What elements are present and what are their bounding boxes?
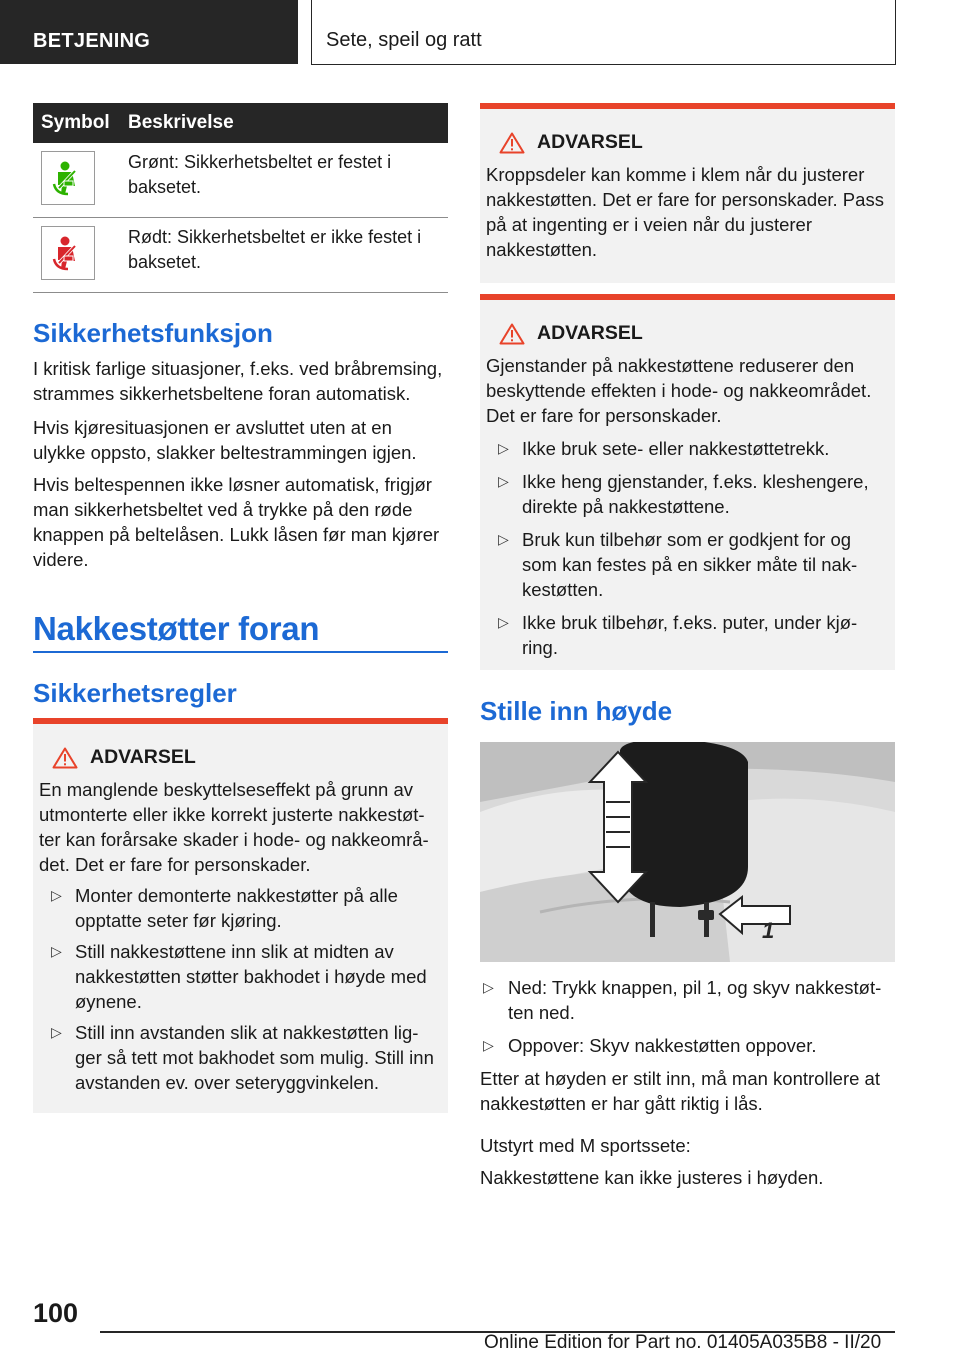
adjust-height-heading: Stille inn høyde xyxy=(480,696,673,726)
page-number: 100 xyxy=(33,1298,79,1328)
list-item: ▷ Still nakkestøttene inn slik at midten av nakkestøtten støtter bakhodet i høyde med øynene. xyxy=(51,941,427,1012)
warning-title: ADVARSEL xyxy=(39,746,438,769)
list-item: ▷ Ikke bruk sete- eller nakkestøttetrekk. xyxy=(498,438,830,459)
seatbelt-red-icon xyxy=(41,226,95,280)
section-heading: Nakkestøtter foran xyxy=(33,610,320,647)
table-row xyxy=(33,143,448,218)
list-item: ▷ Bruk kun tilbehør som er godkjent for og som kan festes på en sikker måte til nak-kestøtten. xyxy=(498,529,858,600)
warning-text: En manglende beskyttelseseffekt på grunn av utmonterte eller ikke korrekt justerte nakkestøt-ter kan forårsake skader i hode- og nakkeområ-det. Det er fare for personskader. xyxy=(39,779,429,875)
warning-bullet-list xyxy=(39,883,438,1095)
table-header xyxy=(33,103,448,143)
section-tab xyxy=(0,0,298,64)
warning-title: ADVARSEL xyxy=(486,131,885,154)
adjust-height-paragraph-1: Etter at høyden er stilt inn, må man kontrollere at nakkestøtten er har gått riktig i lås. xyxy=(480,1068,880,1114)
section-title: BETJENING xyxy=(33,30,151,52)
adjust-height-paragraph-2: Utstyrt med M sportssete: xyxy=(480,1135,691,1156)
warning-text: Gjenstander på nakkestøttene reduserer den beskyttende effekten i hode- og nakkeområdet. Det er fare for personskader. xyxy=(486,355,872,426)
list-item: ▷ Monter demonterte nakkestøtter på alle opptatte seter før kjøring. xyxy=(51,885,398,931)
table-cell-description: Rødt: Sikkerhetsbeltet er ikke festet i baksetet. xyxy=(128,227,422,272)
seatbelt-green-icon xyxy=(41,151,95,205)
adjust-steps-list xyxy=(480,975,900,1058)
list-item: ▷ Still inn avstanden slik at nakkestøtten lig-ger så tett mot bakhodet som mulig. Still inn avstanden ev. over seteryggvinkelen. xyxy=(51,1022,434,1093)
table-row xyxy=(33,218,448,293)
edition-footer: Online Edition for Part no. 01405A035B8 - II/20 xyxy=(484,1332,882,1353)
headrest-illustration xyxy=(480,742,895,962)
warning-text: Kroppsdeler kan komme i klem når du justerer nakkestøtten. Det er fare for personskader. Pass på at ingenting er i veien når du justerer nakkestøtten. xyxy=(486,164,884,260)
warning-icon xyxy=(52,747,78,769)
warning-box xyxy=(480,103,895,283)
safety-function-heading: Sikkerhetsfunksjon xyxy=(33,318,273,348)
warning-title: ADVARSEL xyxy=(486,322,885,345)
list-item: ▷ Ikke heng gjenstander, f.eks. kleshengere, direkte på nakkestøttene. xyxy=(498,471,869,517)
chapter-title: Sete, speil og ratt xyxy=(326,29,482,51)
warning-icon xyxy=(499,132,525,154)
warning-bullet-list xyxy=(486,436,885,660)
symbol-table xyxy=(33,103,448,293)
table-cell-description: Grønt: Sikkerhetsbeltet er festet i baksetet. xyxy=(128,152,392,197)
col-symbol-header: Symbol xyxy=(41,112,110,133)
warning-box xyxy=(480,294,895,670)
list-item: ▷ Ned: Trykk knappen, pil 1, og skyv nakkestøt-ten ned. xyxy=(483,977,882,1023)
arrow-number-label: 1 xyxy=(762,918,775,943)
list-item: ▷ Oppover: Skyv nakkestøtten oppover. xyxy=(483,1035,817,1056)
col-description-header: Beskrivelse xyxy=(128,112,234,133)
safety-function-paragraph-1: I kritisk farlige situasjoner, f.eks. ved bråbremsing, strammes sikkerhetsbeltene foran automatisk. xyxy=(33,358,443,404)
warning-box xyxy=(33,718,448,1113)
chapter-tab xyxy=(311,0,896,65)
warning-icon xyxy=(499,323,525,345)
safety-function-paragraph-2: Hvis kjøresituasjonen er avsluttet uten at en ulykke oppsto, slakker beltestrammingen igjen. xyxy=(33,417,417,463)
list-item: ▷ Ikke bruk tilbehør, f.eks. puter, under kjø-ring. xyxy=(498,612,858,658)
safety-rules-heading: Sikkerhetsregler xyxy=(33,678,237,708)
heading-rule xyxy=(33,651,448,653)
safety-function-paragraph-3: Hvis beltespennen ikke løsner automatisk, frigjør man sikkerhetsbeltet ved å trykke på den røde knappen på beltelåsen. Lukk låsen før man kjører videre. xyxy=(33,474,440,570)
adjust-height-paragraph-3: Nakkestøttene kan ikke justeres i høyden. xyxy=(480,1167,824,1188)
